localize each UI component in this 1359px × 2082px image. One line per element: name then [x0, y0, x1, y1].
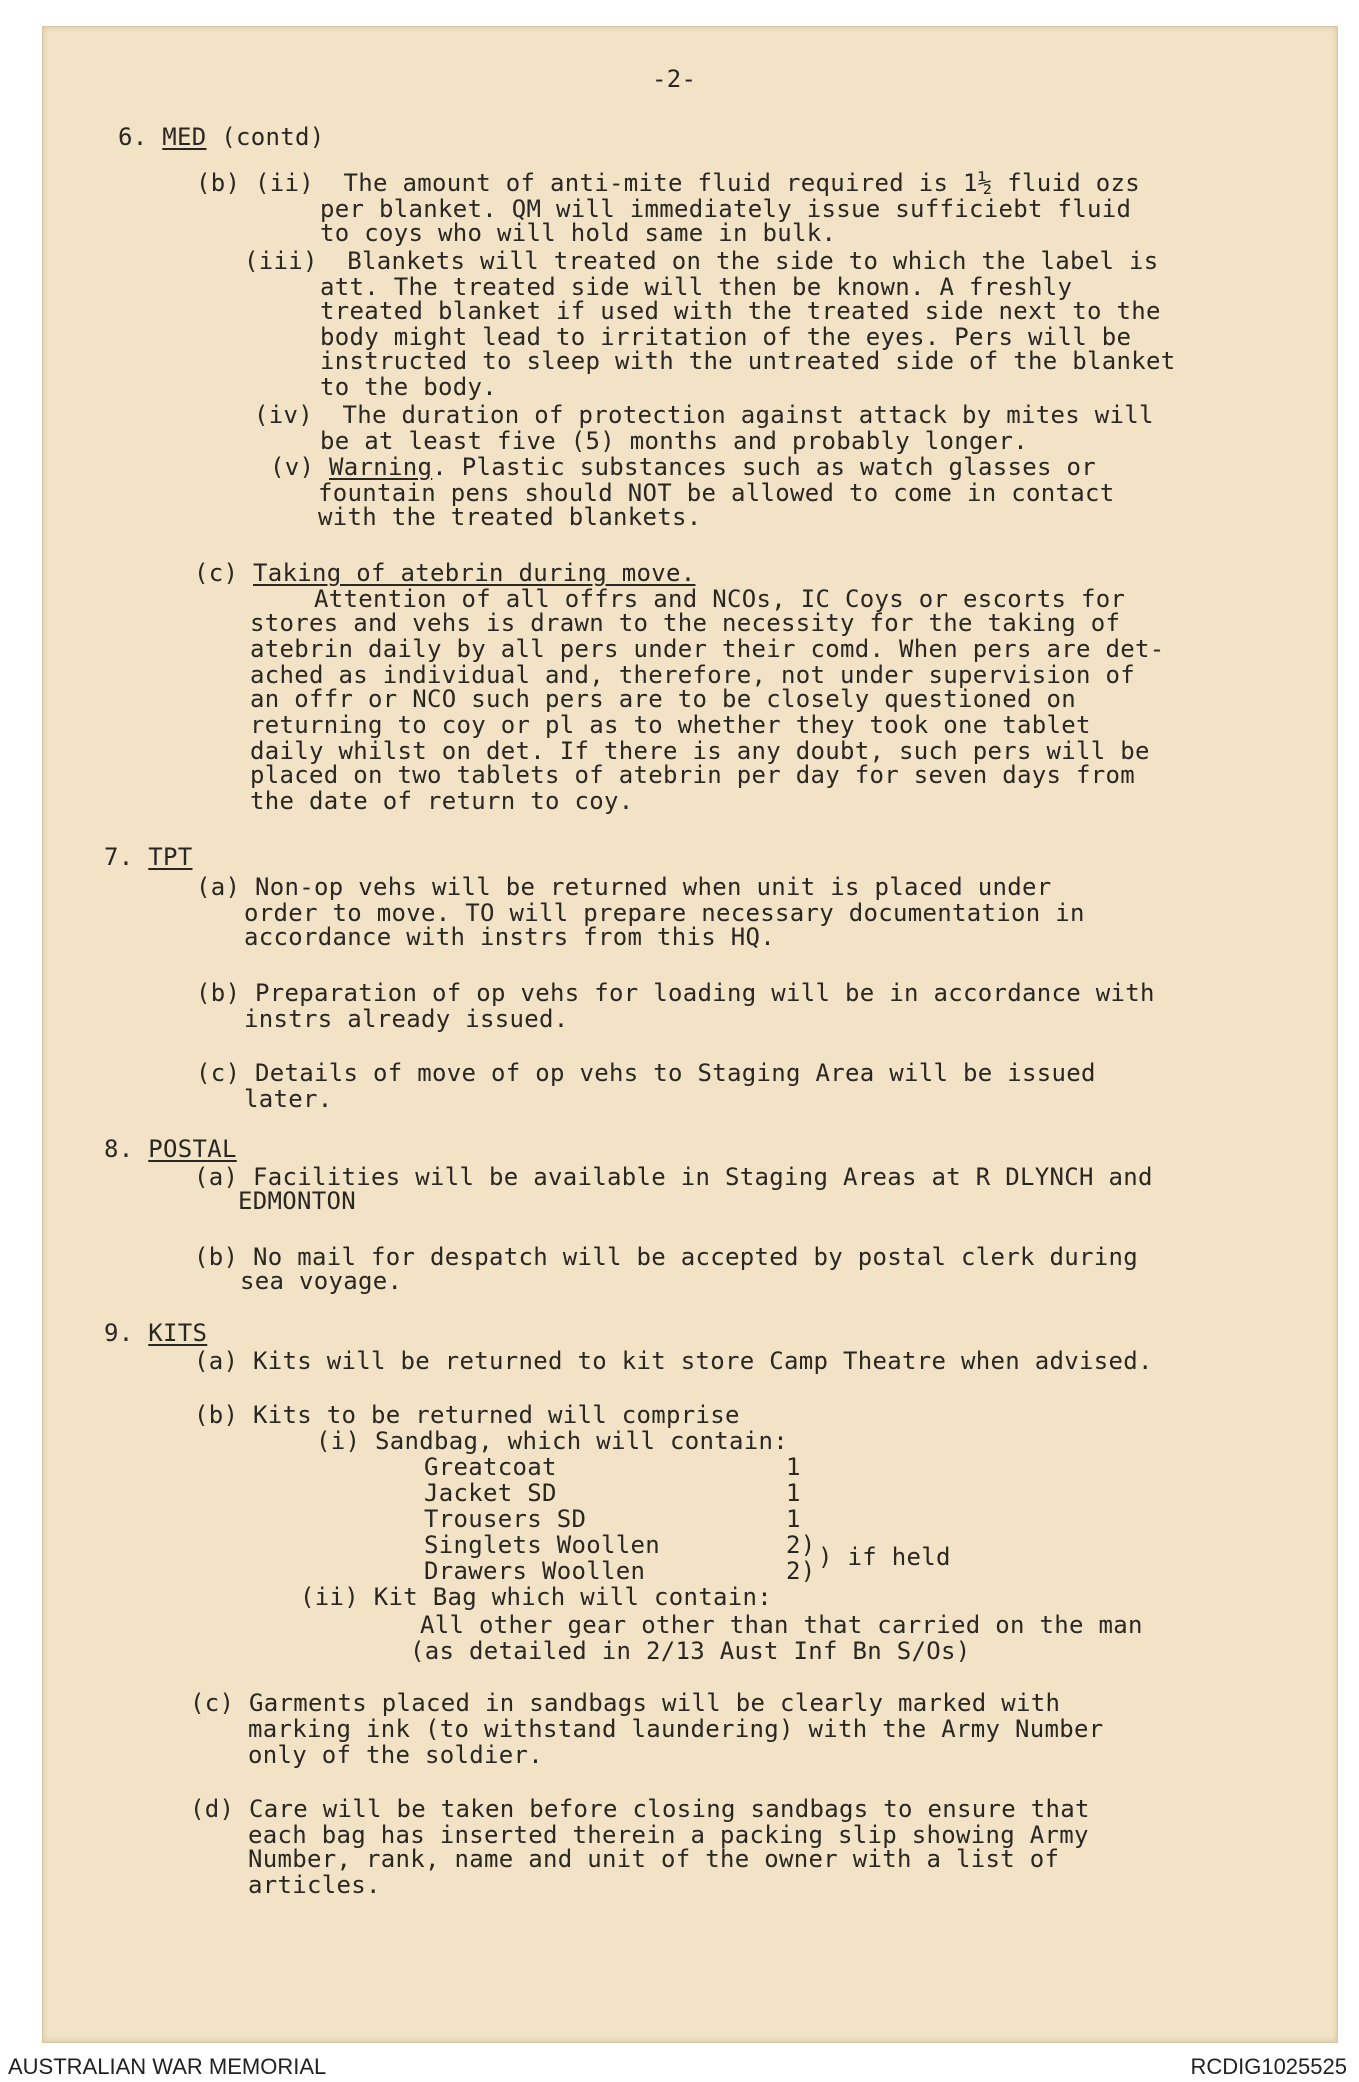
kit-item-name: Drawers Woollen — [424, 1557, 646, 1585]
warning-text: . Plastic substances such as watch glasses or — [432, 453, 1096, 481]
kit-item-name: Greatcoat — [424, 1453, 557, 1481]
text-line: returning to coy or pl as to whether they took one tablet — [250, 711, 1091, 739]
section-number: 6. — [118, 123, 148, 151]
section-title: POSTAL — [148, 1135, 237, 1163]
text-line: body might lead to irritation of the eyes. Pers will be — [320, 323, 1132, 351]
text-line: (ii) Kit Bag which will contain: — [300, 1583, 772, 1611]
warning-line — [270, 454, 1096, 480]
text-line: each bag has inserted therein a packing slip showing Army — [248, 1821, 1089, 1849]
text-line: All other gear other than that carried on the man — [420, 1611, 1143, 1639]
kit-item-qty: 2) — [786, 1557, 816, 1585]
text-line: instrs already issued. — [244, 1005, 569, 1033]
text-line: stores and vehs is drawn to the necessity for the taking of — [250, 609, 1121, 637]
warning-label: Warning — [329, 453, 433, 481]
section-number: 8. — [104, 1135, 134, 1163]
section-6-heading — [118, 124, 325, 150]
section-7-heading — [104, 844, 193, 870]
text-line: the date of return to coy. — [250, 787, 634, 815]
text-line: articles. — [248, 1871, 381, 1899]
text-line: per blanket. QM will immediately issue sufficiebt fluid — [320, 195, 1132, 223]
text-line: (d) Care will be taken before closing sandbags to ensure that — [190, 1795, 1090, 1823]
text-line: be at least five (5) months and probably longer. — [320, 427, 1028, 455]
text-line: (a) Kits will be returned to kit store Camp Theatre when advised. — [194, 1347, 1153, 1375]
text-line: ached as individual and, therefore, not under supervision of — [250, 661, 1135, 689]
text-line: order to move. TO will prepare necessary documentation in — [244, 899, 1085, 927]
footer-source: AUSTRALIAN WAR MEMORIAL — [8, 2054, 327, 2079]
text-line: Number, rank, name and unit of the owner with a list of — [248, 1845, 1060, 1873]
text-line: atebrin daily by all pers under their comd. When pers are det- — [250, 635, 1165, 663]
text-line: marking ink (to withstand laundering) with the Army Number — [248, 1715, 1104, 1743]
footer-id: RCDIG1025525 — [1190, 2054, 1347, 2079]
text-line: (as detailed in 2/13 Aust Inf Bn S/Os) — [410, 1637, 971, 1665]
text-line: only of the soldier. — [248, 1741, 543, 1769]
item-label: (c) — [194, 559, 253, 587]
text-line: (i) Sandbag, which will contain: — [316, 1427, 788, 1455]
text-line: an offr or NCO such pers are to be closely questioned on — [250, 685, 1076, 713]
kit-item-name: Singlets Woollen — [424, 1531, 660, 1559]
section-number: 7. — [104, 843, 134, 871]
page-number: -2- — [652, 65, 697, 93]
text-line: (a) Facilities will be available in Staging Areas at R DLYNCH and — [194, 1163, 1153, 1191]
text-line: (b) No mail for despatch will be accepted by postal clerk during — [194, 1243, 1138, 1271]
kit-item-name: Trousers SD — [424, 1505, 587, 1533]
kit-item-qty: 2) — [786, 1531, 816, 1559]
kit-item-qty: 1 — [786, 1505, 801, 1533]
text-line: EDMONTON — [238, 1187, 356, 1215]
text-line: (b) Kits to be returned will comprise — [194, 1401, 740, 1429]
section-title: TPT — [148, 843, 193, 871]
section-9-heading — [104, 1320, 207, 1346]
text-line: (a) Non-op vehs will be returned when unit is placed under — [196, 873, 1052, 901]
text-line: to coys who will hold same in bulk. — [320, 219, 837, 247]
text-line: Attention of all offrs and NCOs, IC Coys or escorts for — [314, 585, 1126, 613]
text-line: (iv) The duration of protection against attack by mites will — [254, 401, 1154, 429]
text-line: with the treated blankets. — [318, 503, 702, 531]
text-line: (c) Garments placed in sandbags will be clearly marked with — [190, 1689, 1061, 1717]
text-line: later. — [244, 1085, 333, 1113]
subsection-c-heading — [194, 560, 695, 586]
text-line: sea voyage. — [240, 1267, 403, 1295]
text-line: (b) Preparation of op vehs for loading will be in accordance with — [196, 979, 1155, 1007]
section-title: MED — [162, 123, 207, 151]
section-number: 9. — [104, 1319, 134, 1347]
section-suffix: (contd) — [221, 123, 325, 151]
text-line: (b) (ii) The amount of anti-mite fluid required is 1½ fluid ozs — [196, 169, 1140, 197]
kit-item-name: Jacket SD — [424, 1479, 557, 1507]
text-line: daily whilst on det. If there is any doubt, such pers will be — [250, 737, 1150, 765]
kit-item-qty: 1 — [786, 1453, 801, 1481]
section-8-heading — [104, 1136, 237, 1162]
subsection-title: Taking of atebrin during move. — [253, 559, 696, 587]
if-held-note: ) if held — [818, 1543, 951, 1571]
section-title: KITS — [148, 1319, 208, 1347]
text-line: fountain pens should NOT be allowed to come in contact — [318, 479, 1115, 507]
text-line: instructed to sleep with the untreated side of the blanket — [320, 347, 1176, 375]
text-line: treated blanket if used with the treated side next to the — [320, 297, 1161, 325]
kit-item-qty: 1 — [786, 1479, 801, 1507]
text-line: placed on two tablets of atebrin per day for seven days from — [250, 761, 1135, 789]
text-line: accordance with instrs from this HQ. — [244, 923, 775, 951]
text-line: att. The treated side will then be known. A freshly — [320, 273, 1073, 301]
text-line: to the body. — [320, 373, 497, 401]
text-line: (iii) Blankets will treated on the side to which the label is — [244, 247, 1159, 275]
item-label: (v) — [270, 453, 329, 481]
text-line: (c) Details of move of op vehs to Staging Area will be issued — [196, 1059, 1096, 1087]
footer-bar — [0, 2050, 1359, 2082]
